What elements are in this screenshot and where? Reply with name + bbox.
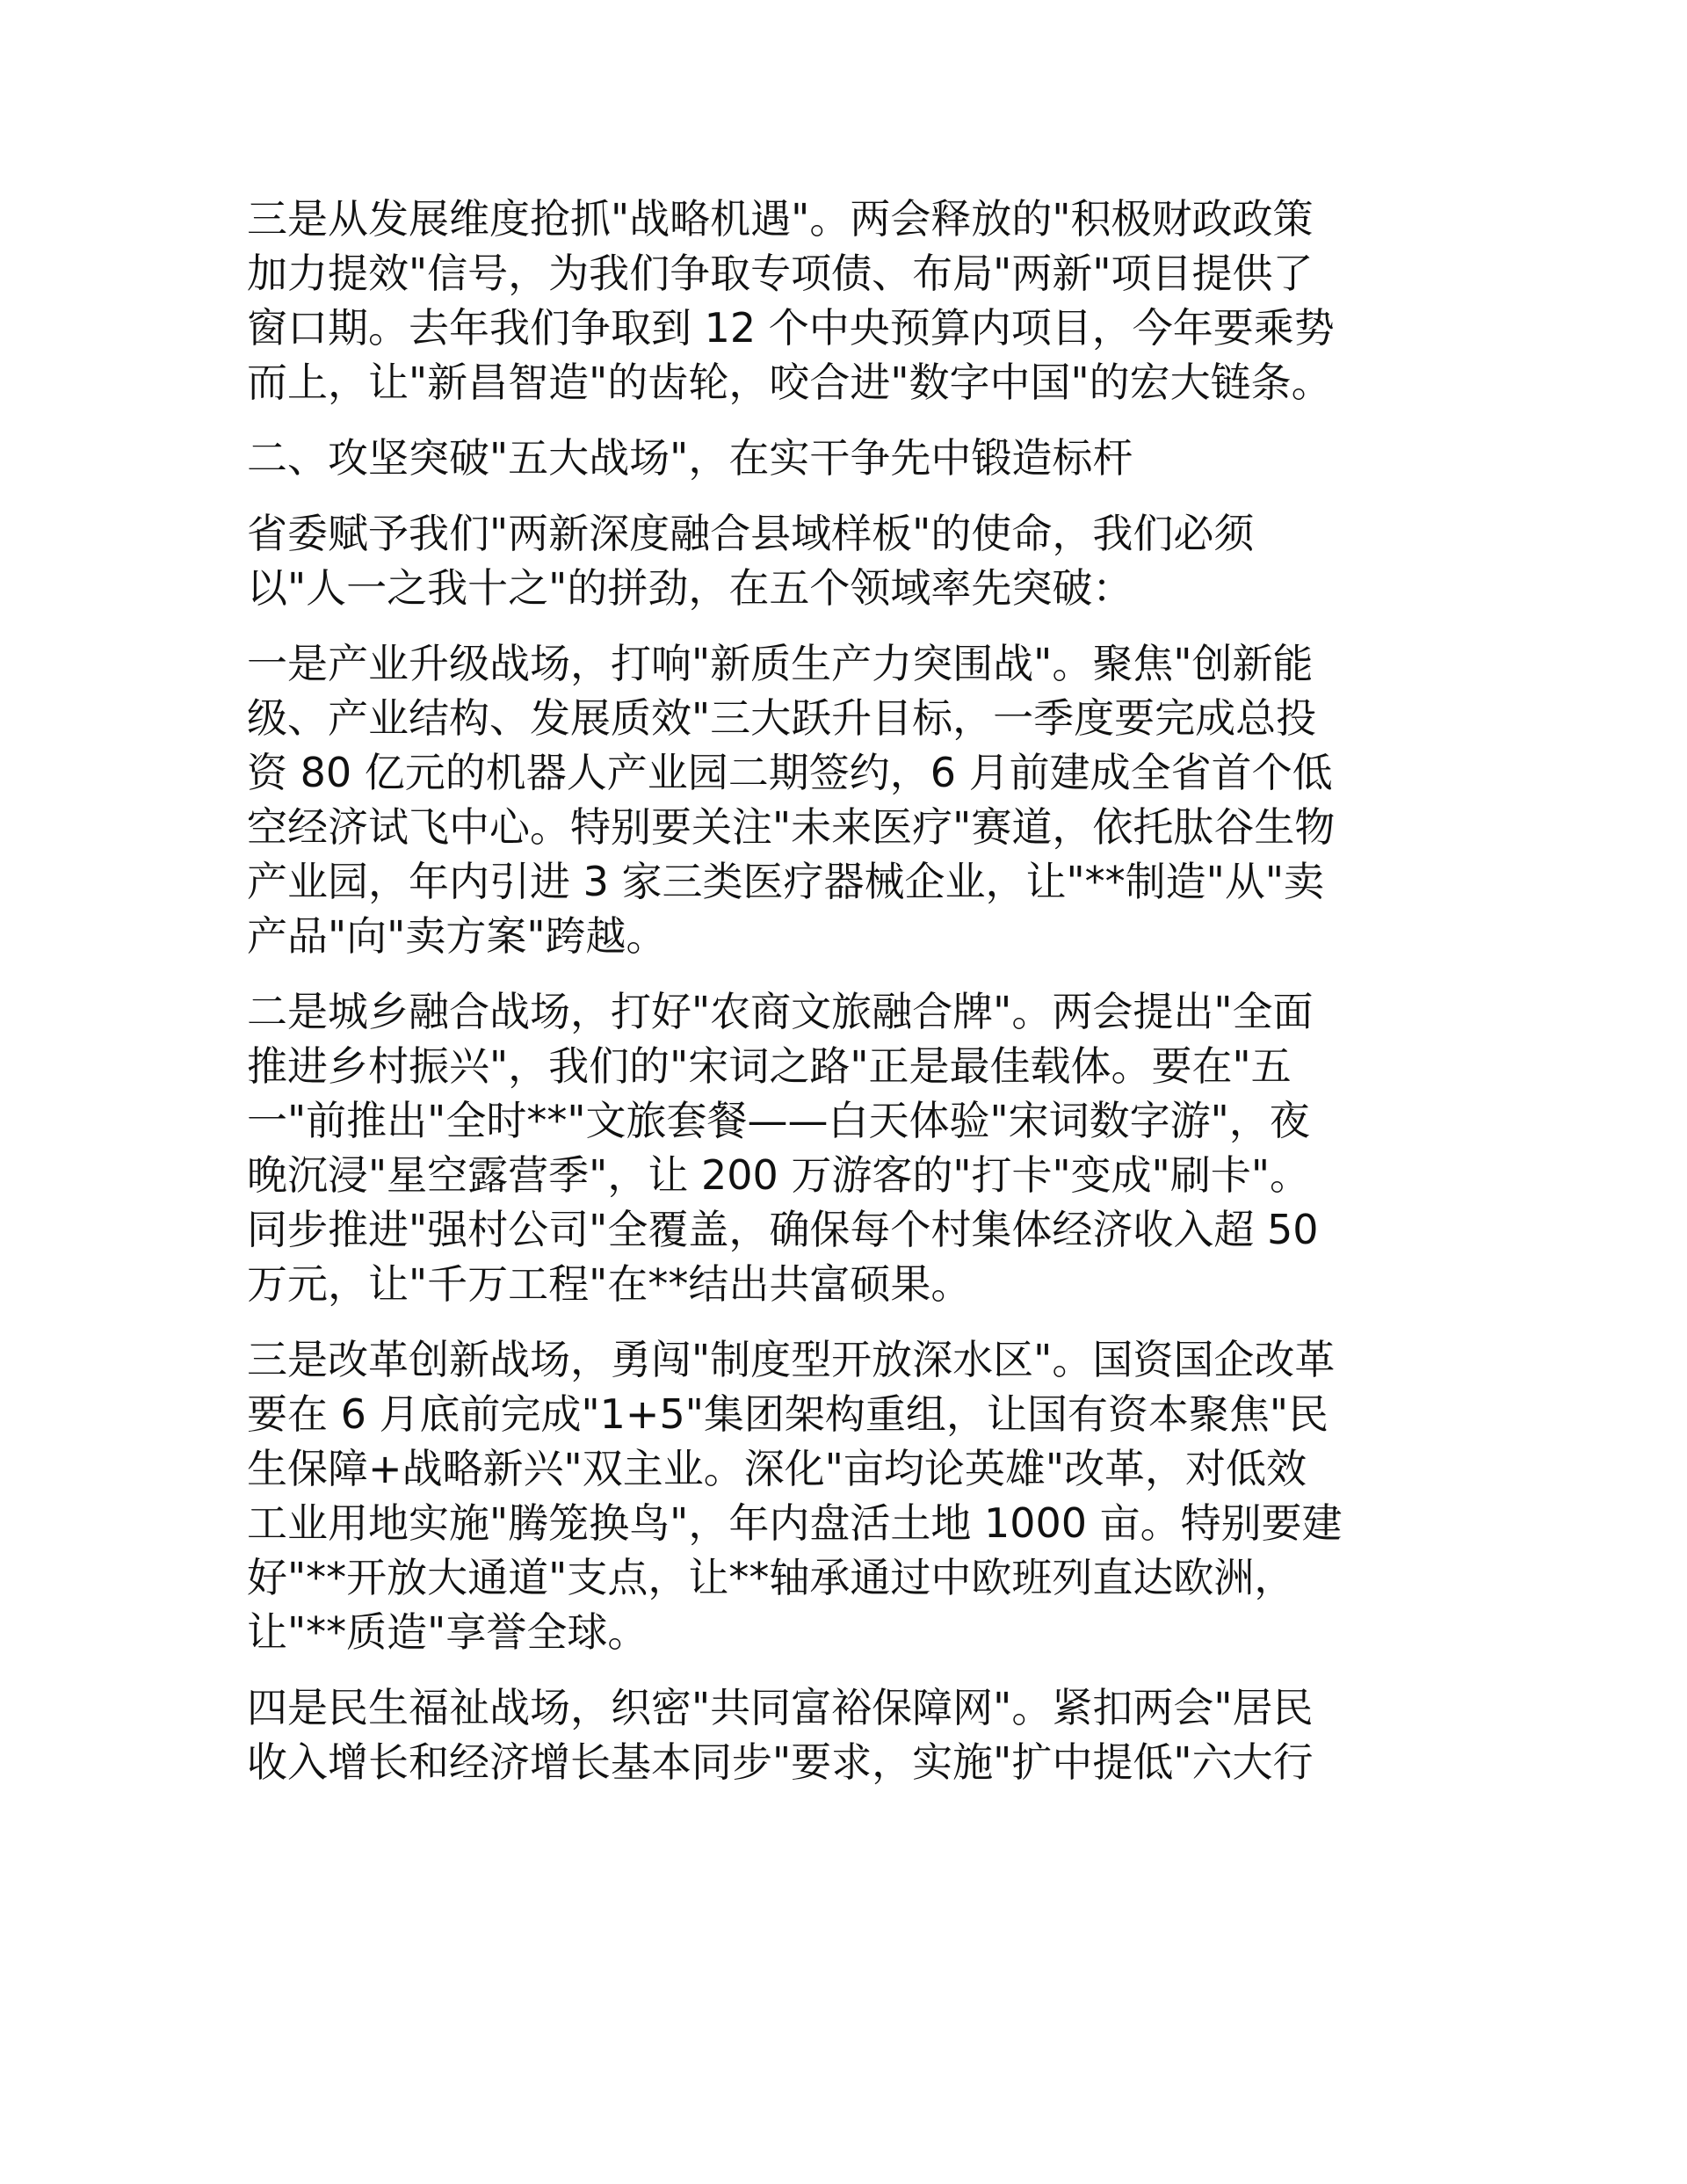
text-line: 让"**质造"享誉全球。 [247, 1608, 648, 1656]
text-line: 好"**开放大通道"支点，让**轴承通过中欧班列直达欧洲， [247, 1554, 1295, 1601]
text-line: 一是产业升级战场，打响"新质生产力突围战"。聚焦"创新能 [247, 640, 1314, 687]
text-line: 同步推进"强村公司"全覆盖，确保每个村集体经济收入超 50 [247, 1206, 1319, 1253]
text-line: 窗口期。去年我们争取到 12 个中央预算内项目，今年要乘势 [247, 304, 1335, 352]
text-line: 要在 6 月底前完成"1+5"集团架构重组，让国有资本聚焦"民 [247, 1390, 1329, 1438]
heading-text: 二、攻坚突破"五大战场"，在实干争先中锻造标杆 [247, 434, 1133, 482]
text-line: 级、产业结构、发展质效"三大跃升目标，一季度要完成总投 [247, 694, 1317, 742]
paragraph-strategic-opportunity [247, 192, 1451, 410]
text-line: 推进乡村振兴"，我们的"宋词之路"正是最佳载体。要在"五 [247, 1042, 1292, 1090]
text-line: 资 80 亿元的机器人产业园二期签约，6 月前建成全省首个低 [247, 749, 1333, 796]
text-line: 而上，让"新昌智造"的齿轮，咬合进"数字中国"的宏大链条。 [247, 359, 1332, 406]
text-line: 加力提效"信号，为我们争取专项债、布局"两新"项目提供了 [247, 250, 1314, 297]
text-line: 以"人一之我十之"的拼劲，在五个领域率先突破： [247, 564, 1133, 612]
text-line: 万元，让"千万工程"在**结出共富硕果。 [247, 1260, 972, 1308]
text-line: 四是民生福祉战场，织密"共同富裕保障网"。紧扣两会"居民 [247, 1684, 1314, 1731]
text-line: 三是从发展维度抢抓"战略机遇"。两会释放的"积极财政政策 [247, 195, 1314, 243]
text-line: 省委赋予我们"两新深度融合县域样板"的使命，我们必须 [247, 510, 1255, 557]
text-line: 空经济试飞中心。特别要关注"未来医疗"赛道，依托肽谷生物 [247, 803, 1336, 851]
section-heading [247, 431, 1451, 485]
text-line: 三是改革创新战场，勇闯"制度型开放深水区"。国资国企改革 [247, 1336, 1336, 1383]
paragraph-industry-upgrade [247, 636, 1451, 963]
document-body [247, 192, 1451, 1810]
text-line: 晚沉浸"星空露营季"，让 200 万游客的"打卡"变成"刷卡"。 [247, 1151, 1310, 1199]
text-line: 二是城乡融合战场，打好"农商文旅融合牌"。两会提出"全面 [247, 988, 1314, 1035]
paragraph-reform-innovation [247, 1332, 1451, 1659]
text-line: 一"前推出"全时**"文旅套餐——白天体验"宋词数字游"，夜 [247, 1097, 1310, 1144]
text-line: 产业园，年内引进 3 家三类医疗器械企业，让"**制造"从"卖 [247, 858, 1324, 905]
paragraph-livelihood [247, 1680, 1451, 1789]
paragraph-urban-rural [247, 984, 1451, 1311]
text-line: 工业用地实施"腾笼换鸟"，年内盘活土地 1000 亩。特别要建 [247, 1499, 1343, 1547]
paragraph-mission [247, 506, 1451, 615]
text-line: 收入增长和经济增长基本同步"要求，实施"扩中提低"六大行 [247, 1738, 1314, 1786]
text-line: 产品"向"卖方案"跨越。 [247, 912, 667, 960]
text-line: 生保障+战略新兴"双主业。深化"亩均论英雄"改革，对低效 [247, 1445, 1307, 1492]
